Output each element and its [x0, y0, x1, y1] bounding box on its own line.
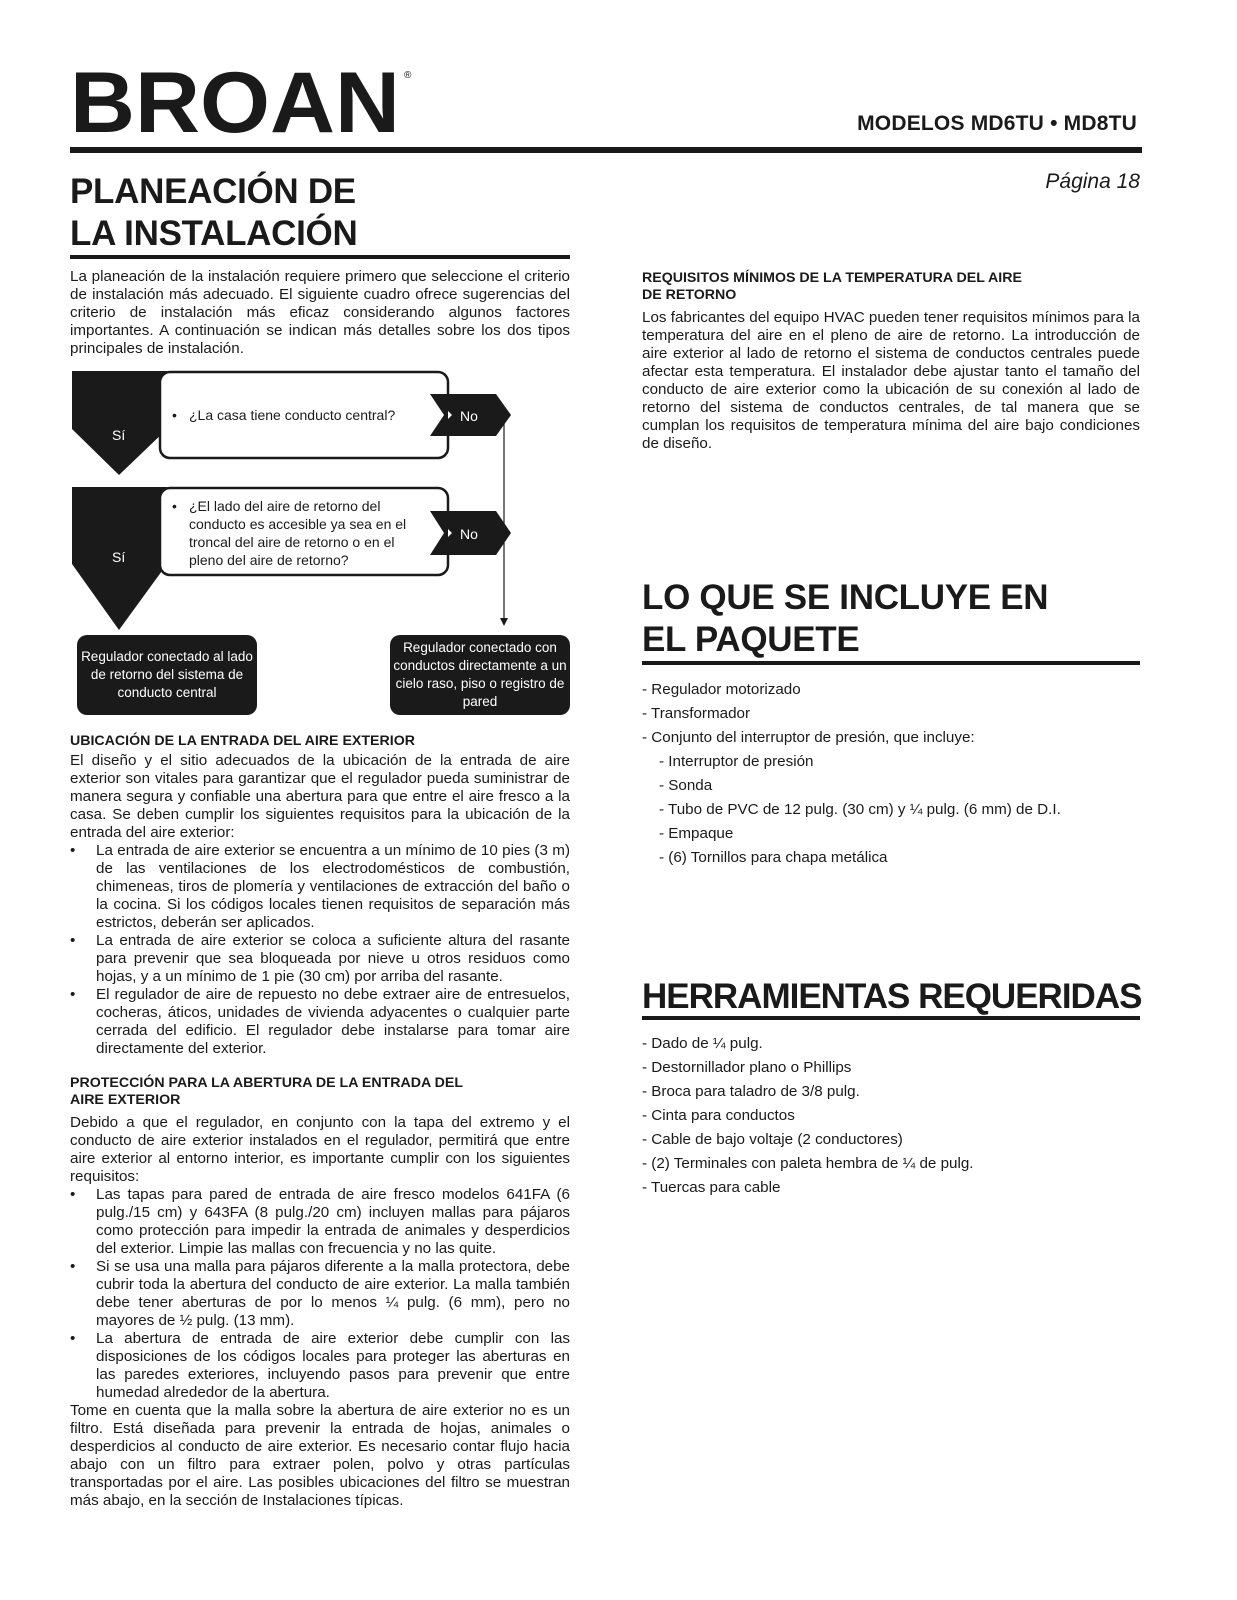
- return-temp-text: Los fabricantes del equipo HVAC pueden tener requisitos mínimos para la temperatura del aire en el pleno de aire de retorno. La introducción de aire exterior al lado de retorno el sistema de conductos centrales puede afectar esta temperatura. El instalador debe ajustar tanto el tamaño del conducto de aire exterior como la ubicación de su conexión al lado de retorno del sistema de conductos centrales, de tal manera que se cumplan los requisitos de temperatura mínima del aire bajo condiciones de diseño.: [642, 309, 1140, 452]
- yes-label-2: Sí: [112, 549, 126, 565]
- list-item: • Las tapas para pared de entrada de aire fresco modelos 641FA (6 pulg./15 cm) y 643FA (8 pulg./20 cm) incluyen mallas para pájaros como protección para impedir la entrada de animales y desperdicios del exterior. Limpie las mallas con frecuencia y no las quite.: [70, 1186, 570, 1258]
- list-item: - Destornillador plano o Phillips: [642, 1059, 852, 1076]
- question-2: • ¿El lado del aire de retorno del conducto es accesible ya sea en el troncal del aire de retorno o en el pleno del aire de retorno?: [172, 498, 407, 568]
- outdoor-intake-text: El diseño y el sitio adecuados de la ubicación de la entrada de aire exterior son vitales para garantizar que el regulador pueda suministrar de manera segura y confiable una abertura para que entre el aire fresco a la casa. Se deben cumplir los siguientes requisitos para la ubicación de la entrada del aire exterior:: [70, 752, 570, 841]
- filter-note: Tome en cuenta que la malla sobre la abertura de aire exterior no es un filtro. Está diseñada para prevenir la entrada de hojas, animales o desperdicios al conducto de aire exterior. Es necesario contar flujo hacia abajo con un filtro para extraer polen, polvo y otras partículas transportadas por el aire. Las posibles ubicaciones del filtro se muestran más abajo, en la sección de Instalaciones típicas.: [70, 1402, 570, 1509]
- package-underline: [642, 661, 1140, 665]
- page-number: Página 18: [1045, 170, 1140, 193]
- list-item: • Si se usa una malla para pájaros diferente a la malla protectora, debe cubrir toda la abertura del conducto de aire exterior. La malla también debe tener aberturas de por lo menos ¼ pulg. (6 mm), pero no mayores de ½ pulg. (13 mm).: [70, 1258, 570, 1330]
- question-1: • ¿La casa tiene conducto central?: [172, 407, 396, 423]
- no-label-1: No: [460, 408, 478, 424]
- intake-protection-text: Debido a que el regulador, en conjunto con la tapa del extremo y el conducto de aire exterior instalados en el regulador, permitirá que entre aire exterior al entorno interior, es importante cumplir con los siguientes requisitos:: [70, 1114, 570, 1185]
- list-item: - Regulador motorizado: [642, 681, 801, 698]
- title-underline: [70, 255, 570, 259]
- list-item: • La abertura de entrada de aire exterior debe cumplir con las disposiciones de los códigos locales para proteger las aberturas en las paredes exteriores, incluyendo pasos para prevenir que entre humedad alrededor de la abertura.: [70, 1330, 570, 1402]
- list-item: - Sonda: [659, 777, 713, 794]
- list-item: • El regulador de aire de repuesto no debe extraer aire de entresuelos, cocheras, áticos, unidades de vivienda adyacentes o cualquier parte cerrada del edificio. El regulador debe instalarse para tomar aire directamente del exterior.: [70, 986, 570, 1058]
- list-item: - Interruptor de presión: [659, 753, 814, 770]
- section-title-planning: [70, 171, 357, 255]
- section-title-tools: HERRAMIENTAS REQUERIDAS: [642, 977, 1142, 1016]
- list-item: - Broca para taladro de 3/8 pulg.: [642, 1083, 860, 1100]
- list-item: - Cable de bajo voltaje (2 conductores): [642, 1131, 903, 1148]
- package-list: [642, 678, 1140, 870]
- outdoor-intake-heading: UBICACIÓN DE LA ENTRADA DEL AIRE EXTERIOR: [70, 733, 415, 749]
- list-item: - (6) Tornillos para chapa metálica: [659, 849, 888, 866]
- list-item: - Tubo de PVC de 12 pulg. (30 cm) y ¼ pulg. (6 mm) de D.I.: [659, 801, 1061, 818]
- intake-protection-heading: PROTECCIÓN PARA LA ABERTURA DE LA ENTRADA DEL AIRE EXTERIOR: [70, 1075, 464, 1108]
- intake-protection-list: [70, 1186, 570, 1402]
- connector-arrowhead: [500, 618, 508, 626]
- yes-chevron-1: [72, 371, 167, 475]
- header-rule: [70, 147, 1142, 153]
- section-title-package: LO QUE SE INCLUYE EN EL PAQUETE: [642, 578, 1049, 659]
- brand-logo: [70, 66, 415, 138]
- list-item: • La entrada de aire exterior se encuentra a un mínimo de 10 pies (3 m) de las ventilaciones de los electrodomésticos de combustión, chimeneas, tiros de plomería y ventilaciones de extracción del baño o la cocina. Si los códigos locales tienen requisitos de separación más estrictos, deberán ser aplicados.: [70, 842, 570, 932]
- tools-underline: [642, 1016, 1140, 1020]
- yes-label-1: Sí: [112, 427, 126, 443]
- title-line-2: LA INSTALACIÓN: [70, 214, 358, 253]
- list-item: - Dado de ¼ pulg.: [642, 1035, 763, 1052]
- intake-protection-section: [70, 1114, 570, 1510]
- intro-paragraph: La planeación de la instalación requiere primero que seleccione el criterio de instalación más adecuado. El siguiente cuadro ofrece sugerencias del criterio de instalación más eficaz considerando algunos factores importantes. A continuación se indican más detalles sobre los dos tipos principales de instalación.: [70, 268, 570, 357]
- registered-mark: ®: [404, 70, 412, 81]
- result-return-side: Regulador conectado al lado de retorno del sistema de conducto central: [77, 635, 257, 715]
- list-item: - Conjunto del interruptor de presión, que incluye:: [642, 729, 975, 746]
- result-direct-duct: Regulador conectado con conductos directamente a un cielo raso, piso o registro de pared: [390, 635, 570, 715]
- list-item: - Tuercas para cable: [642, 1179, 781, 1196]
- list-item: - Cinta para conductos: [642, 1107, 795, 1124]
- return-temp-heading: REQUISITOS MÍNIMOS DE LA TEMPERATURA DEL AIRE DE RETORNO: [642, 270, 1022, 303]
- list-item: - (2) Terminales con paleta hembra de ¼ de pulg.: [642, 1155, 974, 1172]
- models-label: MODELOS MD6TU • MD8TU: [857, 112, 1137, 135]
- no-label-2: No: [460, 526, 478, 542]
- list-item: - Transformador: [642, 705, 751, 722]
- title-line-1: PLANEACIÓN DE: [70, 172, 356, 211]
- list-item: - Empaque: [659, 825, 734, 842]
- brand-logo-text: BROAN: [70, 66, 400, 138]
- list-item: • La entrada de aire exterior se coloca a suficiente altura del rasante para prevenir que sea bloqueada por nieve u otros residuos como hojas, y a un mínimo de 1 pie (30 cm) por arriba del rasante.: [70, 932, 570, 986]
- outdoor-intake-list: [70, 842, 570, 1058]
- outdoor-intake-section: [70, 752, 570, 1058]
- tools-list: [642, 1032, 1140, 1200]
